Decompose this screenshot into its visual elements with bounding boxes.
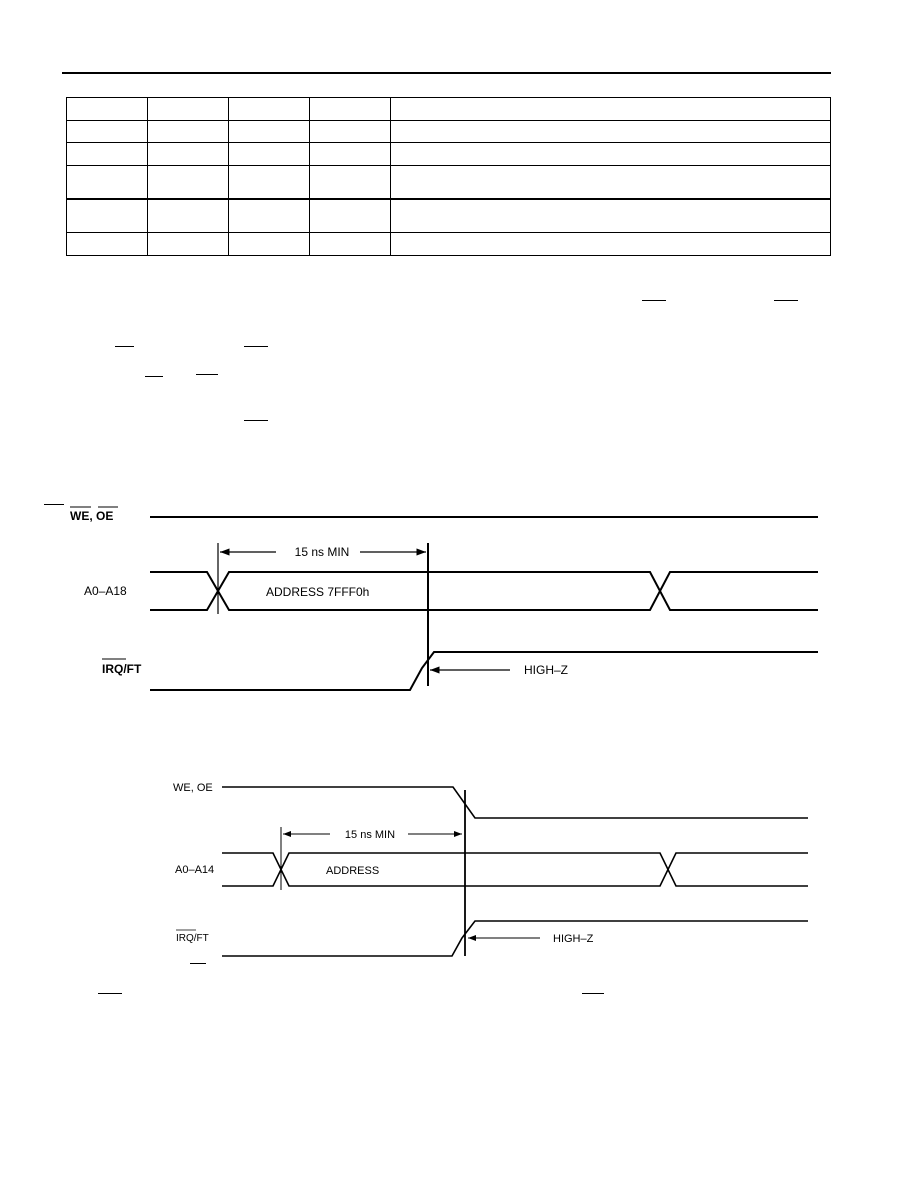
timing-label: 15 ns MIN — [344, 829, 396, 841]
timing-label: 15 ns MIN — [294, 545, 350, 559]
signal-label-we-oe: WE, OE — [70, 509, 114, 523]
timing-diagram-1 — [70, 507, 818, 690]
signal-label-we-oe: WE, OE — [173, 782, 213, 794]
address-label: ADDRESS — [326, 865, 380, 877]
irq-waveform — [150, 652, 818, 690]
timing-diagram-2 — [173, 782, 808, 956]
signal-label-address-bus: A0–A18 — [84, 584, 127, 598]
address-bus-waveform — [222, 853, 808, 886]
address-bus-waveform — [150, 572, 818, 610]
signal-label-irq: IRQ/FT — [102, 662, 142, 676]
signal-label-irq: IRQ/FT — [176, 933, 209, 944]
we-oe-waveform — [222, 787, 808, 818]
address-label: ADDRESS 7FFF0h — [266, 585, 370, 599]
highz-label: HIGH–Z — [524, 663, 569, 677]
highz-label: HIGH–Z — [553, 933, 594, 945]
signal-label-address-bus: A0–A14 — [175, 864, 215, 876]
